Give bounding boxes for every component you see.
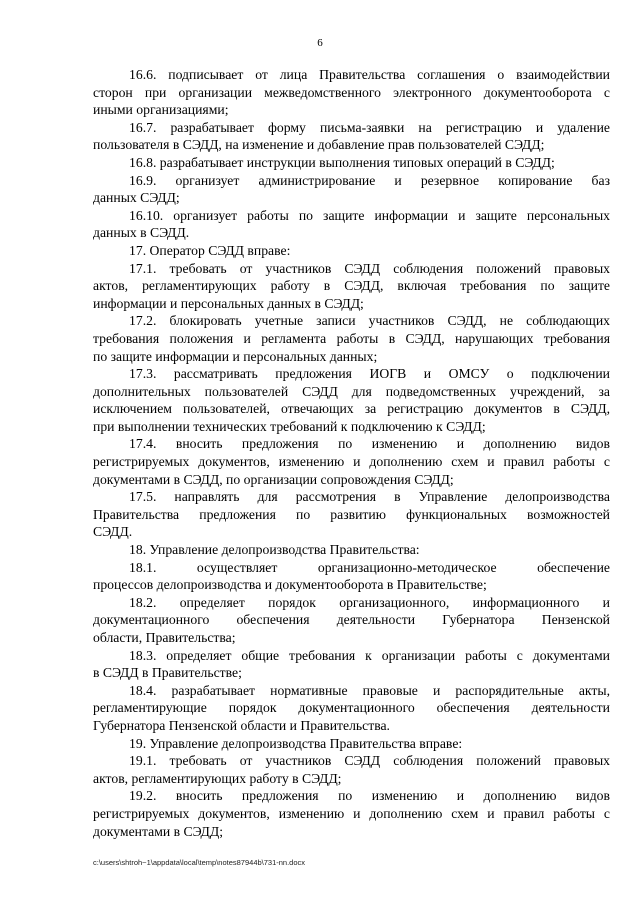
paragraph-line: в СЭДД в Правительстве; — [93, 665, 242, 681]
paragraph-line: 17.3. рассматривать предложения ИОГВ и ОМСУ о подключении — [129, 366, 610, 382]
paragraph — [93, 242, 610, 260]
paragraph-line: иными организациями; — [93, 102, 229, 118]
paragraph-line: пользователя в СЭДД, на изменение и добавление прав пользователей СЭДД; — [93, 137, 545, 153]
paragraph — [93, 752, 610, 787]
paragraph — [93, 172, 610, 207]
paragraph-line: сторон при организации межведомственного электронного документооборота с — [93, 84, 610, 100]
paragraph-line: документационного обеспечения деятельности Губернатора Пензенской — [93, 612, 610, 628]
paragraph-line: 18. Управление делопроизводства Правительства: — [129, 542, 420, 558]
paragraph-line: актов, регламентирующих работу в СЭДД; — [93, 770, 342, 786]
paragraph-line: требования положения и регламента работы в СЭДД, нарушающих требования — [93, 330, 610, 346]
paragraph-line: 18.1. осуществляет организационно-методическое обеспечение — [129, 559, 610, 575]
paragraph-line: 18.3. определяет общие требования к организации работы с документами — [129, 647, 610, 663]
paragraph — [93, 488, 610, 541]
paragraph-line: 18.4. разрабатывает нормативные правовые и распорядительные акты, — [129, 682, 610, 698]
paragraph — [93, 66, 610, 119]
paragraph — [93, 365, 610, 435]
paragraph-line: Правительства предложения по развитию функциональных возможностей — [93, 506, 610, 522]
paragraph-line: 17.1. требовать от участников СЭДД соблюдения положений правовых — [129, 260, 610, 276]
paragraph-line: области, Правительства; — [93, 630, 236, 645]
paragraph-line: актов, регламентирующих работу в СЭДД, включая требования по защите — [93, 278, 610, 294]
paragraph-line: при выполнении технических требований к подключению к СЭДД; — [93, 418, 486, 434]
paragraph-line: процессов делопроизводства и документооборота в Правительстве; — [93, 577, 487, 593]
paragraph — [93, 312, 610, 365]
paragraph-line: документами в СЭДД; — [93, 823, 223, 839]
paragraph-line: СЭДД. — [93, 524, 133, 540]
paragraph-line: 16.6. подписывает от лица Правительства соглашения о взаимодействии — [129, 67, 610, 82]
paragraph — [93, 787, 610, 840]
page-number: 6 — [317, 37, 323, 49]
paragraph-line: исключением пользователей, отвечающих за регистрацию документов в СЭДД, — [93, 401, 610, 417]
paragraph-line: Губернатора Пензенской области и Правительства. — [93, 717, 390, 733]
paragraph-line: 17. Оператор СЭДД вправе: — [129, 242, 291, 258]
paragraph — [93, 119, 610, 154]
paragraph-line: регистрируемых документов, изменению и дополнению схем и правил работы с — [93, 805, 610, 821]
paragraph-line: 17.4. вносить предложения по изменению и дополнению видов — [129, 436, 610, 452]
paragraph-line: по защите информации и персональных данных; — [93, 348, 378, 364]
paragraph — [93, 435, 610, 488]
paragraph-line: 16.8. разрабатывает инструкции выполнения типовых операций в СЭДД; — [129, 154, 555, 170]
paragraph-line: документами в СЭДД, по организации сопровождения СЭДД; — [93, 471, 454, 487]
paragraph-line: 18.2. определяет порядок организационного, информационного и — [129, 594, 610, 610]
paragraph — [93, 260, 610, 313]
document-body — [93, 66, 610, 840]
paragraph — [93, 735, 610, 753]
paragraph-line: 17.5. направлять для рассмотрения в Управление делопроизводства — [129, 489, 610, 505]
paragraph-line: дополнительных пользователей СЭДД для подведомственных учреждений, за — [93, 383, 610, 399]
paragraph-line: данных СЭДД; — [93, 190, 180, 206]
paragraph-line: 19.1. требовать от участников СЭДД соблюдения положений правовых — [129, 753, 610, 769]
paragraph-line: 19. Управление делопроизводства Правительства вправе: — [129, 735, 463, 751]
paragraph — [93, 207, 610, 242]
paragraph-line: 16.9. организует администрирование и резервное копирование баз — [129, 172, 610, 188]
paragraph — [93, 541, 610, 559]
paragraph-line: регистрируемых документов, изменению и дополнению схем и правил работы с — [93, 454, 610, 470]
paragraph-line: 17.2. блокировать учетные записи участников СЭДД, не соблюдающих — [129, 313, 610, 329]
paragraph — [93, 682, 610, 735]
paragraph-line: регламентирующие порядок документационного обеспечения деятельности — [93, 700, 610, 716]
paragraph — [93, 154, 610, 172]
paragraph-line: 19.2. вносить предложения по изменению и дополнению видов — [129, 788, 610, 804]
footer-file-path: c:\users\shtroh~1\appdata\local\temp\notes87944b\731-nn.docx — [93, 858, 306, 867]
paragraph-line: 16.10. организует работы по защите информации и защите персональных — [129, 207, 610, 223]
paragraph-line: информации и персональных данных в СЭДД; — [93, 295, 364, 311]
paragraph — [93, 594, 610, 647]
paragraph — [93, 559, 610, 594]
paragraph — [93, 647, 610, 682]
paragraph-line: 16.7. разрабатывает форму письма-заявки на регистрацию и удаление — [129, 119, 610, 135]
paragraph-line: данных в СЭДД. — [93, 225, 190, 241]
